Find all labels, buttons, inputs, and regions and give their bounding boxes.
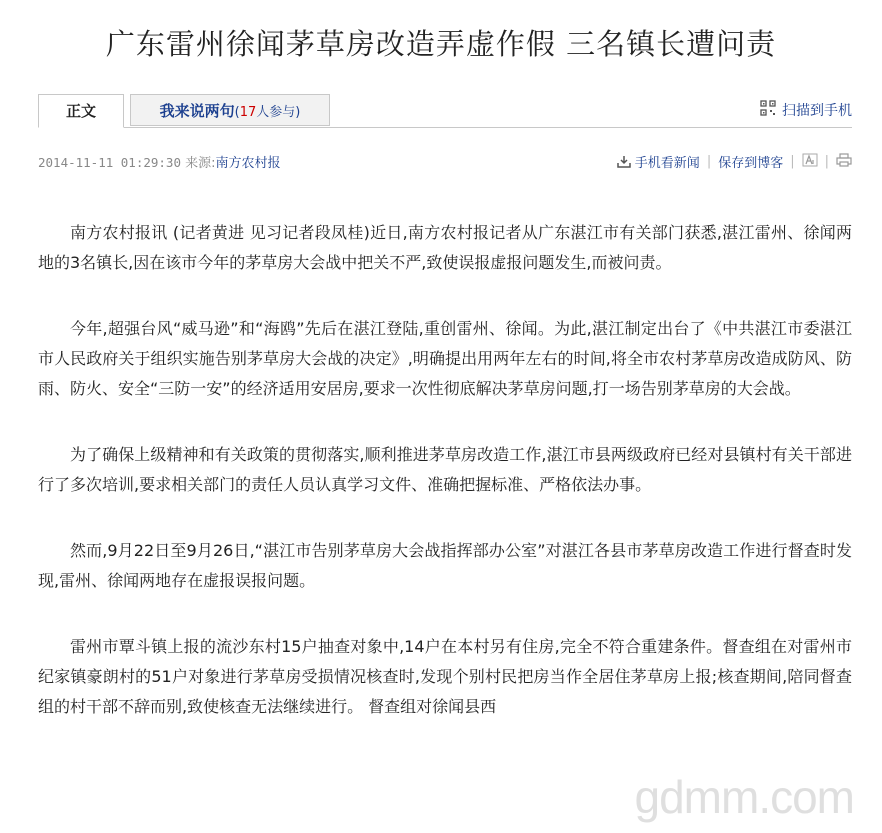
article-meta (38, 152, 852, 172)
tab-comments-label: 我来说两句 (159, 102, 235, 120)
source-label: 来源: (185, 156, 216, 171)
print-icon[interactable] (836, 153, 852, 171)
article-title: 广东雷州徐闻茅草房改造弄虚作假 三名镇长遭问责 (105, 27, 777, 61)
tab-bar (38, 94, 852, 128)
site-watermark: gdmm.com (634, 771, 854, 823)
font-size-icon[interactable] (802, 153, 818, 171)
mobile-download-icon (616, 155, 632, 169)
paragraph-5: 雷州市覃斗镇上报的流沙东村15户抽查对象中,14户在本村另有住房,完全不符合重建条件。督查组在对雷州市纪家镇豪朗村的51户对象进行茅草房受损情况核查时,发现个别村民把房当作全居住茅草房上报;核查期间,陪同督查组的村干部不辞而别,致使核查无法继续进行。 督查组对徐闻县西 (38, 637, 852, 716)
publish-time: 2014-11-11 01:29:30 (38, 155, 181, 170)
tab-comments[interactable]: 我来说两句(17人参与) (130, 94, 330, 126)
source-link[interactable]: 南方农村报 (215, 156, 281, 171)
scan-to-phone-link[interactable] (760, 100, 852, 120)
comment-count: 17 (239, 105, 257, 120)
mobile-news-link[interactable]: 手机看新闻 (634, 156, 700, 171)
comment-count-suffix: 人参与 (256, 105, 296, 120)
scan-to-phone-label: 扫描到手机 (782, 103, 852, 119)
save-to-blog-link[interactable]: 保存到博客 (718, 156, 784, 171)
paragraph-4: 然而,9月22日至9月26日,“湛江市告别茅草房大会战指挥部办公室”对湛江各县市茅草房改造工作进行督查时发现,雷州、徐闻两地存在虚报误报问题。 (38, 541, 852, 590)
article-body (38, 218, 852, 758)
paragraph-2: 今年,超强台风“威马逊”和“海鸥”先后在湛江登陆,重创雷州、徐闻。为此,湛江制定出台了《中共湛江市委湛江市人民政府关于组织实施告别茅草房大会战的决定》,明确提出用两年左右的时间,将全市农村茅草房改造成防风、防雨、防火、安全“三防一安”的经济适用安居房,要求一次性彻底解决茅草房问题,打一场告别茅草房的大会战。 (38, 319, 852, 398)
qr-code-icon (760, 100, 776, 120)
paragraph-1: 南方农村报讯 (记者黄进 见习记者段凤桂)近日,南方农村报记者从广东湛江市有关部门获悉,湛江雷州、徐闻两地的3名镇长,因在该市今年的茅草房大会战中把关不严,致使误报虚报问题发生,而被问责。 (38, 223, 852, 272)
tab-main-text[interactable]: 正文 (38, 94, 124, 128)
article-tools: 手机看新闻 | 保存到博客 | | (616, 152, 852, 171)
paragraph-3: 为了确保上级精神和有关政策的贯彻落实,顺利推进茅草房改造工作,湛江市县两级政府已经对县镇村有关干部进行了多次培训,要求相关部门的责任人员认真学习文件、准确把握标准、严格依法办事。 (38, 445, 852, 494)
